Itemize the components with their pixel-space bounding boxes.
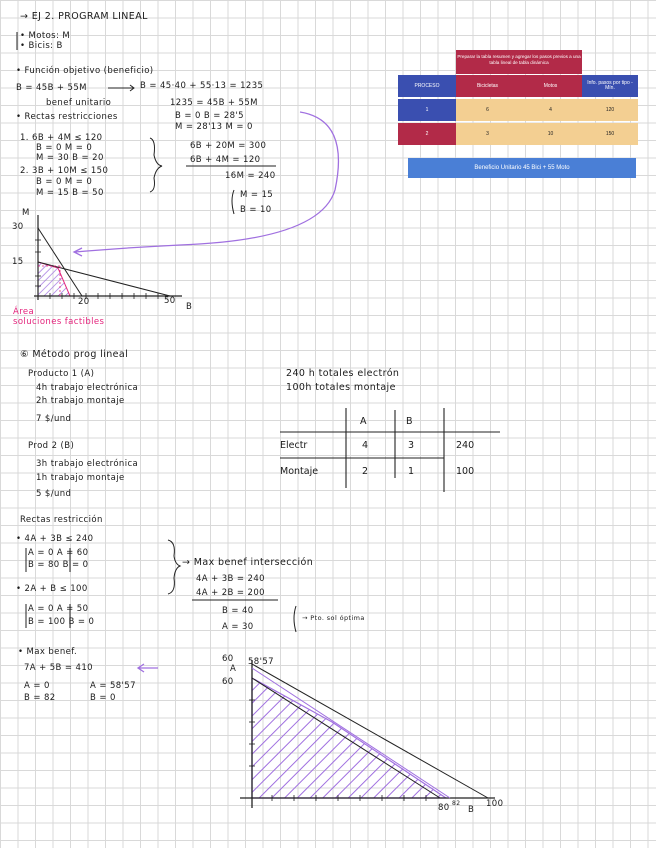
hand-table-row2-label: Montaje: [280, 466, 319, 477]
constraint-2: • 2A + B ≤ 100: [16, 584, 88, 594]
section3-heading: Rectas restricción: [20, 515, 103, 525]
embedded-table-header-bicis: Bicicletas: [456, 75, 519, 97]
product2-price: 5 $/und: [36, 489, 72, 499]
objective-equation: B = 45B + 55M: [16, 83, 87, 93]
page-title: → EJ 2. PROGRAM LINEAL: [20, 11, 148, 22]
graph1-x-tick-20: 20: [78, 297, 90, 307]
max-benefit-a2: A = 58'57: [90, 681, 136, 691]
product2-title: Prod 2 (B): [28, 441, 75, 451]
system-line-3: 16M = 240: [225, 171, 276, 181]
variable-bicis: • Bicis: B: [20, 41, 63, 51]
constraints-brace: [168, 540, 180, 594]
graph2-x-label: B: [468, 805, 475, 815]
restrictions-points-1: B = 0 B = 28'5: [175, 111, 244, 121]
section2-heading: ⑥ Método prog lineal: [20, 349, 129, 360]
objective-check-line: 1235 = 45B + 55M: [170, 98, 258, 108]
restrictions-points-2: M = 28'13 M = 0: [175, 122, 253, 132]
embedded-table-header-minutes: Info. pasos por tipo - Mín.: [582, 75, 638, 97]
embedded-table-benefit: Beneficio Unitario 45 Bici + 55 Moto: [408, 158, 636, 178]
embedded-table-row2-minutes: 150: [582, 123, 638, 145]
hand-table-col-a: A: [360, 416, 367, 427]
system-brace: [150, 138, 162, 192]
hand-table-row2-total: 100: [456, 466, 475, 477]
hand-table-row1-label: Electr: [280, 440, 308, 451]
graph2-y-label: A: [230, 664, 237, 674]
max-benefit-arrow: [138, 664, 158, 672]
solution-brace: [232, 190, 234, 214]
graph2-y-mid: 60: [222, 677, 234, 687]
hand-table-row1-b: 3: [408, 440, 415, 451]
objective-heading: • Función objetivo (beneficio): [16, 66, 154, 76]
restrictions-heading: • Rectas restricciones: [16, 112, 118, 122]
embedded-table-title: Preparar la tabla resumen y agregar los pasos previos a una tabla lineal de tabla dinámica: [456, 50, 582, 74]
totals-assembly: 100h totales montaje: [286, 382, 396, 393]
objective-evaluation: B = 45·40 + 55·13 = 1235: [140, 81, 264, 91]
max-benefit-heading: • Max benef.: [18, 647, 78, 657]
restriction-2-points-b: M = 15 B = 50: [36, 188, 104, 198]
intersection-eq-1: 4A + 3B = 240: [196, 574, 265, 584]
product1-line1: 4h trabajo electrónica: [36, 383, 139, 393]
intersection-eq-2: 4A + 2B = 200: [196, 588, 265, 598]
max-benefit-equation: 7A + 5B = 410: [24, 663, 93, 673]
restriction-2-points-a: B = 0 M = 0: [36, 177, 93, 187]
system-line-2: 6B + 4M = 120: [190, 155, 261, 165]
hand-table-row2-b: 1: [408, 466, 415, 477]
graph2-x-tick-80: 80: [438, 803, 450, 813]
graph1-y-tick-30: 30: [12, 222, 24, 232]
graph1-area-label-2: soluciones factibles: [13, 317, 105, 327]
hand-table-col-b: B: [406, 416, 413, 427]
max-benefit-a1: A = 0: [24, 681, 50, 691]
graph1-feasible-area: [38, 262, 70, 296]
constraint-2-points-b: B = 100 B = 0: [28, 617, 95, 627]
graph1-x-tick-50: 50: [164, 296, 176, 306]
solution-m: M = 15: [240, 190, 274, 200]
embedded-table-row2-bicis: 3: [456, 123, 519, 145]
optimum-label: → Pto. sol óptima: [302, 614, 365, 622]
max-benefit-b1: B = 82: [24, 693, 56, 703]
embedded-table-row1-process: 1: [398, 99, 456, 121]
embedded-table-row1-minutes: 120: [582, 99, 638, 121]
purple-arrow: [75, 112, 338, 252]
graph1-area-label: Área: [13, 307, 35, 317]
constraint-1-points-b: B = 80 B = 0: [28, 560, 89, 570]
constraint-2-points-a: A = 0 A = 50: [28, 604, 89, 614]
embedded-table-row2-motos: 10: [519, 123, 582, 145]
product2-line2: 1h trabajo montaje: [36, 473, 125, 483]
restriction-2: 2. 3B + 10M ≤ 150: [20, 166, 109, 176]
embedded-table-row1-bicis: 6: [456, 99, 519, 121]
constraint-1-points-a: A = 0 A = 60: [28, 548, 89, 558]
graph2-x-end: 100: [486, 799, 504, 809]
embedded-table-row2-process: 2: [398, 123, 456, 145]
restriction-1-points-a: B = 0 M = 0: [36, 143, 93, 153]
graph1-y-label: M: [22, 208, 30, 218]
max-benefit-b2: B = 0: [90, 693, 116, 703]
hand-table-row2-a: 2: [362, 466, 369, 477]
graph1-y-tick-15: 15: [12, 257, 24, 267]
graph2-x-tick-82: 82: [452, 800, 461, 807]
constraint-1: • 4A + 3B ≤ 240: [16, 534, 94, 544]
product1-title: Producto 1 (A): [28, 369, 95, 379]
embedded-table-header-process: PROCESO: [398, 75, 456, 97]
totals-electronics: 240 h totales electrón: [286, 368, 400, 379]
product2-line1: 3h trabajo electrónica: [36, 459, 139, 469]
restriction-1-points-b: M = 30 B = 20: [36, 153, 104, 163]
objective-arrow: [108, 85, 134, 91]
embedded-table-header-motos: Motos: [519, 75, 582, 97]
graph1-x-label: B: [186, 302, 193, 312]
optimum-brace: [294, 606, 296, 632]
variable-motos: • Motos: M: [20, 31, 71, 41]
product1-line2: 2h trabajo montaje: [36, 396, 125, 406]
objective-note: benef unitario: [46, 98, 112, 108]
system-line-1: 6B + 20M = 300: [190, 141, 267, 151]
intersection-a: A = 30: [222, 622, 254, 632]
product1-price: 7 $/und: [36, 414, 72, 424]
intersection-label: → Max benef intersección: [182, 557, 314, 568]
intersection-b: B = 40: [222, 606, 254, 616]
hand-table-row1-total: 240: [456, 440, 475, 451]
embedded-table-row1-motos: 4: [519, 99, 582, 121]
graph2-y-top: 60: [222, 654, 234, 664]
hand-table-lines: [280, 408, 500, 492]
solution-b: B = 10: [240, 205, 272, 215]
hand-table-row1-a: 4: [362, 440, 369, 451]
graph2-top-value: 58'57: [248, 657, 274, 667]
restriction-1: 1. 6B + 4M ≤ 120: [20, 133, 103, 143]
